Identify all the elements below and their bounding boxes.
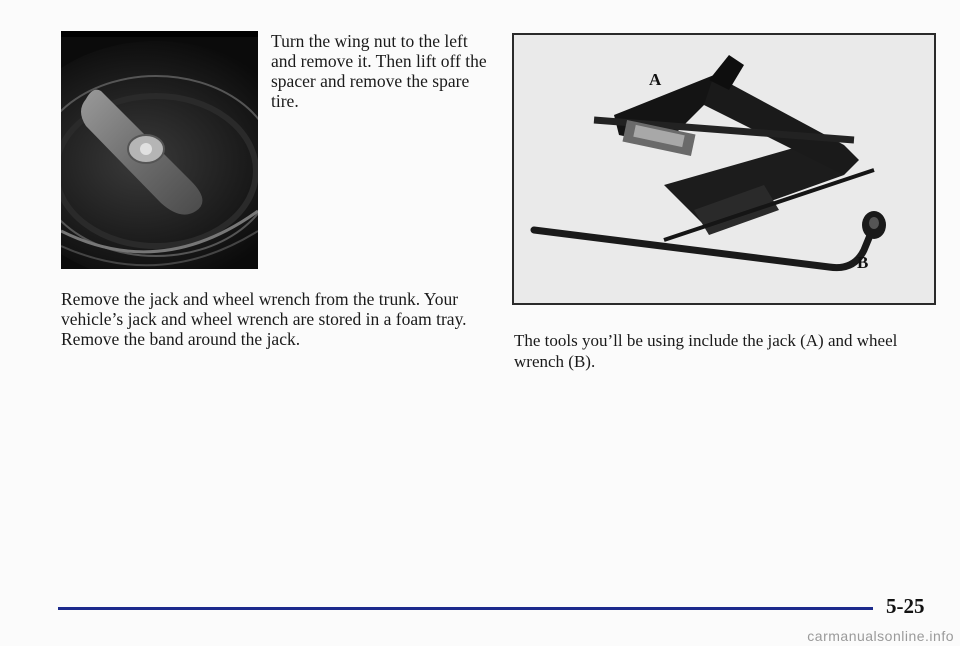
watermark: carmanualsonline.info: [807, 628, 954, 644]
wing-nut-instruction: Turn the wing nut to the left and remove it. Then lift off the spacer and remove the spare tire.: [271, 31, 487, 111]
jack-label: A: [649, 70, 662, 89]
footer-rule: [58, 607, 873, 610]
spare-tire-photo: [61, 31, 258, 269]
wheel-wrench-label: B: [857, 253, 869, 272]
page-number: 5-25: [886, 594, 925, 618]
jack-and-wrench-photo: [512, 33, 936, 305]
tools-caption: The tools you’ll be using include the jack (A) and wheel wrench (B).: [514, 331, 898, 371]
jack-removal-instruction: Remove the jack and wheel wrench from the trunk. Your vehicle’s jack and wheel wrench are stored in a foam tray. Remove the band around the jack.: [61, 289, 467, 349]
